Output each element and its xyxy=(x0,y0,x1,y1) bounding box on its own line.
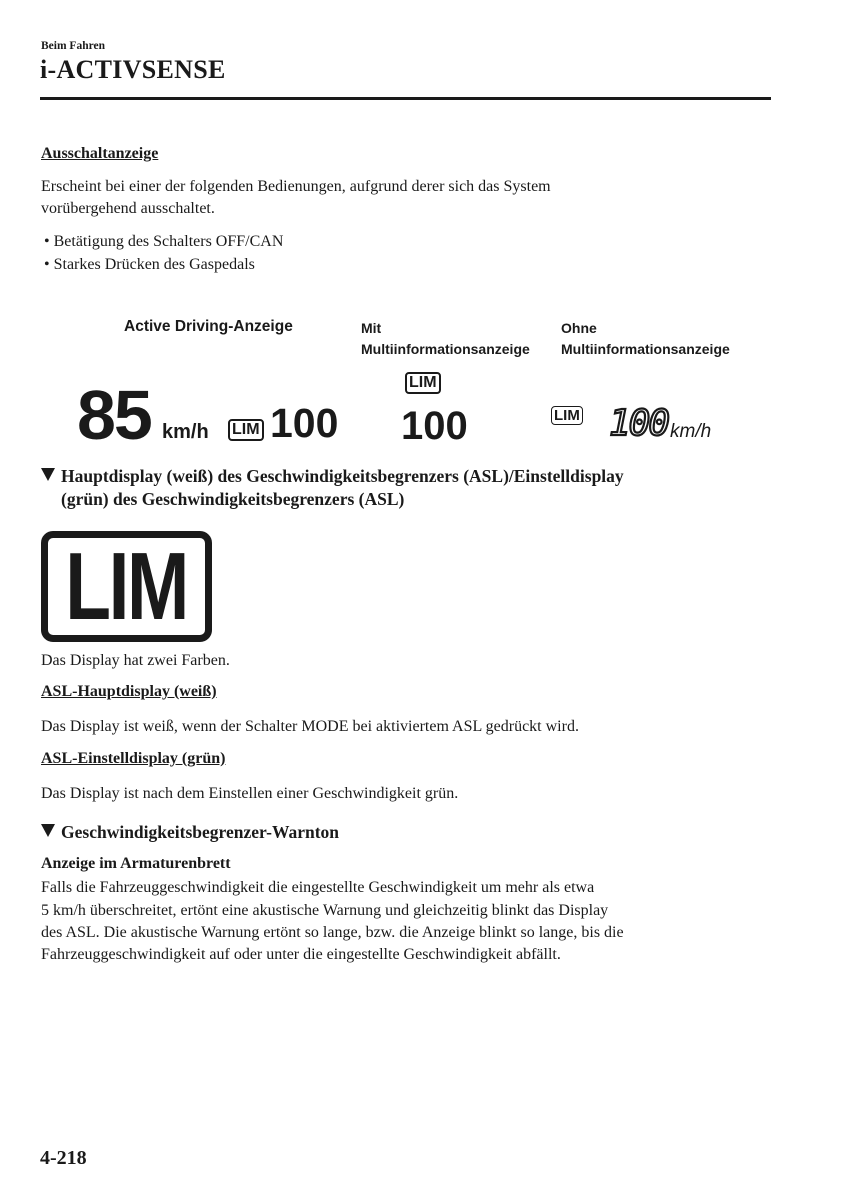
breadcrumb: Beim Fahren xyxy=(41,40,105,52)
paragraph-line: Fahrzeuggeschwindigkeit auf oder unter die eingestellte Geschwindigkeit abfällt. xyxy=(41,946,561,963)
triangle-down-icon xyxy=(41,824,55,837)
paragraph: Das Display hat zwei Farben. xyxy=(41,652,230,669)
section-heading-ausschaltanzeige: Ausschaltanzeige xyxy=(41,145,159,162)
column-label-active-driving: Active Driving-Anzeige xyxy=(124,318,293,335)
current-speed: 85 xyxy=(77,376,151,454)
title-divider xyxy=(40,97,771,100)
bullet-item: • Starkes Drücken des Gaspedals xyxy=(44,256,255,273)
page-title: i-ACTIVSENSE xyxy=(40,55,226,84)
lim-icon: LIM xyxy=(551,406,583,425)
section-heading-asl-display-cont: (grün) des Geschwindigkeitsbegrenzers (ASL) xyxy=(61,489,405,509)
lim-indicator-icon: LIM xyxy=(41,531,212,642)
paragraph-line: des ASL. Die akustische Warnung ertönt so lange, bzw. die Anzeige blinkt so lange, bis die xyxy=(41,924,624,941)
sub-heading-asl-main: ASL-Hauptdisplay (weiß) xyxy=(41,683,217,700)
paragraph: Das Display ist nach dem Einstellen einer Geschwindigkeit grün. xyxy=(41,785,459,802)
limit-speed-value: 100 xyxy=(401,404,468,448)
limit-speed-value: 100 xyxy=(270,400,339,446)
page-number: 4-218 xyxy=(40,1147,87,1169)
lim-icon: LIM xyxy=(405,372,441,394)
bullet-item: • Betätigung des Schalters OFF/CAN xyxy=(44,233,284,250)
section-heading-warning-tone: Geschwindigkeitsbegrenzer-Warnton xyxy=(41,821,339,844)
limit-speed-segment-display: 100 xyxy=(609,403,669,444)
lim-icon: LIM xyxy=(228,419,264,441)
section-heading-asl-display: Hauptdisplay (weiß) des Geschwindigkeitsbegrenzers (ASL)/Einstelldisplay xyxy=(41,465,624,488)
speed-unit: km/h xyxy=(162,421,209,443)
triangle-down-icon xyxy=(41,468,55,481)
paragraph-line: Falls die Fahrzeuggeschwindigkeit die eingestellte Geschwindigkeit um mehr als etwa xyxy=(41,879,595,896)
paragraph-line: Erscheint bei einer der folgenden Bedienungen, aufgrund derer sich das System xyxy=(41,178,551,195)
column-label-without-mid: Ohne Multiinformationsanzeige xyxy=(561,320,730,357)
paragraph-line: vorübergehend ausschaltet. xyxy=(41,200,215,217)
sub-heading-asl-set: ASL-Einstelldisplay (grün) xyxy=(41,750,226,767)
sub-heading-instrument-cluster: Anzeige im Armaturenbrett xyxy=(41,855,231,872)
paragraph-line: 5 km/h überschreitet, ertönt eine akustische Warnung und gleichzeitig blinkt das Display xyxy=(41,902,609,919)
paragraph: Das Display ist weiß, wenn der Schalter MODE bei aktiviertem ASL gedrückt wird. xyxy=(41,718,579,735)
column-label-with-mid: Mit Multiinformationsanzeige xyxy=(361,320,530,357)
speed-unit: km/h xyxy=(670,421,712,442)
